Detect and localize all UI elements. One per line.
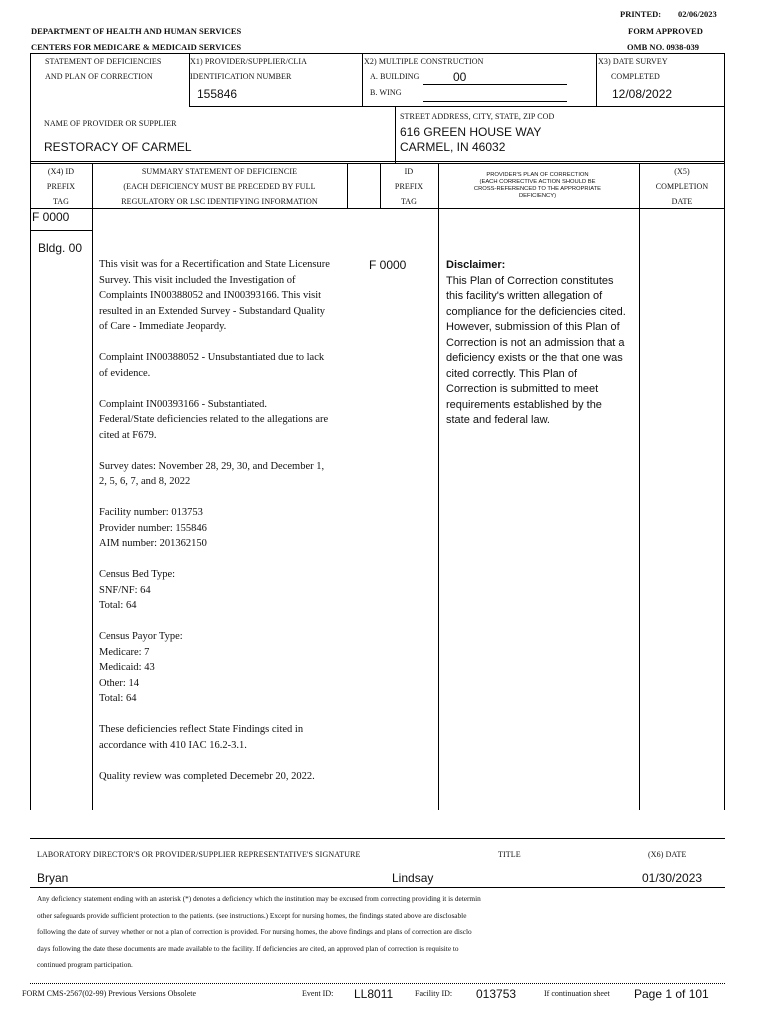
summary-paragraph: SNF/NF: 64 [99, 584, 151, 596]
omb-number: OMB NO. 0938-039 [627, 42, 700, 52]
summary-label: SUMMARY STATEMENT OF DEFICIENCIE [141, 167, 298, 176]
summary-paragraph: AIM number: 201362150 [99, 538, 207, 549]
building-number: Bldg. 00 [38, 241, 83, 255]
summary-paragraph: Facility number: 013753 [99, 507, 203, 518]
continuation-label: If continuation sheet [544, 989, 610, 998]
summary-paragraph: Other: 14 [99, 677, 139, 689]
poc-label-3: CROSS-REFERENCED TO THE APPROPRIATE [473, 186, 602, 192]
summary-paragraph: Complaint IN00388052 - Unsubstantiated due to lack of evidence. [99, 352, 325, 379]
summary-paragraph: Census Bed Type: [99, 569, 176, 580]
x4-id-label: (X4) ID [47, 167, 75, 176]
signature-name: Bryan [37, 871, 69, 885]
address-line-2: CARMEL, IN 46032 [400, 140, 506, 154]
provider-id-label: X1) PROVIDER/SUPPLIER/CLIA [190, 57, 308, 66]
signature-date-label: (X6) DATE [648, 850, 687, 859]
building-label: A. BUILDING [370, 72, 420, 81]
summary-paragraph: Census Payor Type: [99, 631, 183, 642]
signature-label: LABORATORY DIRECTOR'S OR PROVIDER/SUPPLIER REPRESENTATIVE'S SIGNATURE [37, 850, 361, 859]
event-id-value: LL8011 [354, 987, 394, 1001]
rule [724, 53, 725, 110]
form-approved: FORM APPROVED [628, 26, 703, 36]
signature-date: 01/30/2023 [642, 871, 703, 885]
department-title: DEPARTMENT OF HEALTH AND HUMAN SERVICES [31, 26, 242, 36]
rule [362, 53, 363, 106]
tag-left: F 0000 [32, 210, 70, 224]
statement-label-2: AND PLAN OF CORRECTION [45, 72, 153, 81]
footnote-line: days following the date these documents are made available to the facility. If deficiencies are cited, an approved plan of correction is requisite to [37, 943, 459, 953]
signature-title: Lindsay [392, 871, 434, 885]
rule [189, 106, 596, 107]
x4-tag-label: TAG [52, 197, 70, 206]
rule [30, 983, 725, 984]
page-number: Page 1 of 101 [634, 987, 709, 1001]
building-value: 00 [453, 70, 467, 84]
deficiency-footnote [37, 891, 727, 974]
summary-paragraph: These deficiencies reflect State Findings cited in accordance with 410 IAC 16.2-3.1. [99, 724, 304, 751]
poc-label-1: PROVIDER'S PLAN OF CORRECTION [486, 172, 589, 178]
rule [30, 230, 92, 231]
completion-label: COMPLETION [655, 182, 709, 191]
form-number: FORM CMS-2567(02-99) Previous Versions Obsolete [22, 989, 197, 998]
rule [596, 106, 724, 107]
disclaimer-title: Disclaimer: [446, 259, 506, 271]
provider-name-label: NAME OF PROVIDER OR SUPPLIER [44, 119, 177, 128]
building-underline [423, 84, 567, 85]
summary-paragraph: Federal/State deficiencies related to the allegations are cited at F679. [99, 414, 329, 441]
completed-label: COMPLETED [611, 72, 660, 81]
rule [395, 106, 396, 163]
summary-label-2: (EACH DEFICIENCY MUST BE PRECEDED BY FULL [123, 182, 316, 191]
footnote-line: other safeguards provide sufficient protection to the patients. (see instructions.) Except for nursing homes, the findings stated above are disclosable [37, 910, 467, 920]
rule [596, 53, 597, 106]
rule [724, 163, 725, 810]
event-id-label: Event ID: [302, 989, 334, 998]
id-label: ID [404, 167, 414, 176]
rule [92, 163, 93, 810]
rule [30, 106, 31, 163]
multiple-construction-label: X2) MULTIPLE CONSTRUCTION [364, 57, 484, 66]
summary-label-3: REGULATORY OR LSC IDENTIFYING INFORMATION [121, 197, 318, 206]
footnote-line: following the date of survey whether or not a plan of correction is provided. For nursing homes, the above findings and plans of correction are disclo [37, 927, 472, 936]
date-survey-label: X3) DATE SURVEY [598, 57, 668, 66]
printed-label: PRINTED: [620, 9, 662, 19]
summary-paragraph: Complaint IN00393166 - Substantiated. [99, 398, 267, 410]
date-label: DATE [671, 197, 693, 206]
summary-paragraph: Medicaid: 43 [99, 662, 155, 673]
summary-paragraph: This visit was for a Recertification and State Licensure Survey. This visit included the Investigation of Complaints IN00388052 and IN00393166. This visit resulted in an Extended Survey - Substandard Quality of Care - Immediate Jeopardy. [99, 259, 330, 332]
footnote-line: Any deficiency statement ending with an asterisk (*) denotes a deficiency which the institution may be excused from correcting providing it is determin [37, 894, 481, 903]
facility-id-value: 013753 [476, 987, 517, 1001]
rule [30, 53, 725, 54]
id-tag-label: TAG [400, 197, 418, 206]
id-prefix-label: PREFIX [394, 182, 424, 191]
plan-of-correction-header [440, 172, 635, 200]
disclaimer-text: This Plan of Correction constitutes this facility's written allegation of compliance for the deficiencies cited. However, submission of this Plan of Correction is not an admission that a deficiency exists or the that one was cited correctly. This Plan of Correction is submitted to meet requirements established by the state and federal law. [446, 274, 626, 426]
provider-id-value: 155846 [197, 87, 238, 101]
rule [30, 887, 725, 888]
rule [30, 163, 31, 810]
wing-label: B. WING [370, 88, 402, 97]
x4-prefix-label: PREFIX [46, 182, 76, 191]
summary-paragraph: Provider number: 155846 [99, 522, 207, 534]
footnote-line: continued program participation. [37, 960, 133, 969]
rule [30, 161, 725, 162]
summary-paragraph: Survey dates: November 28, 29, 30, and December 1, 2, 5, 6, 7, and 8, 2022 [99, 460, 325, 487]
poc-label-4: DEFICIENCY) [518, 193, 557, 199]
provider-id-label-2: IDENTIFICATION NUMBER [190, 72, 292, 81]
rule [639, 163, 640, 810]
summary-paragraph: Total: 64 [99, 693, 137, 704]
provider-name-value: RESTORACY OF CARMEL [44, 140, 192, 154]
summary-paragraph: Total: 64 [99, 600, 137, 611]
rule [30, 53, 31, 110]
address-line-1: 616 GREEN HOUSE WAY [400, 125, 542, 139]
x5-label: (X5) [674, 167, 690, 176]
printed-date: 02/06/2023 [678, 9, 717, 19]
tag-right: F 0000 [369, 258, 407, 272]
centers-title: CENTERS FOR MEDICARE & MEDICAID SERVICES [31, 42, 242, 52]
wing-underline [423, 101, 567, 102]
rule [438, 163, 439, 810]
rule [30, 163, 725, 164]
rule [30, 838, 725, 839]
title-label: TITLE [498, 850, 521, 859]
rule [380, 163, 381, 208]
summary-paragraph: Quality review was completed Decemebr 20, 2022. [99, 770, 315, 782]
facility-id-label: Facility ID: [415, 989, 453, 998]
rule [724, 106, 725, 163]
rule [30, 208, 725, 209]
poc-label-2: (EACH CORRECTIVE ACTION SHOULD BE [479, 179, 596, 185]
plan-of-correction [446, 258, 628, 429]
statement-label: STATEMENT OF DEFICIENCIES [45, 57, 162, 66]
survey-completed-date: 12/08/2022 [612, 87, 673, 101]
rule [347, 163, 348, 208]
address-label: STREET ADDRESS, CITY, STATE, ZIP COD [400, 112, 555, 121]
summary-statement [99, 257, 334, 784]
summary-paragraph: Medicare: 7 [99, 646, 150, 658]
